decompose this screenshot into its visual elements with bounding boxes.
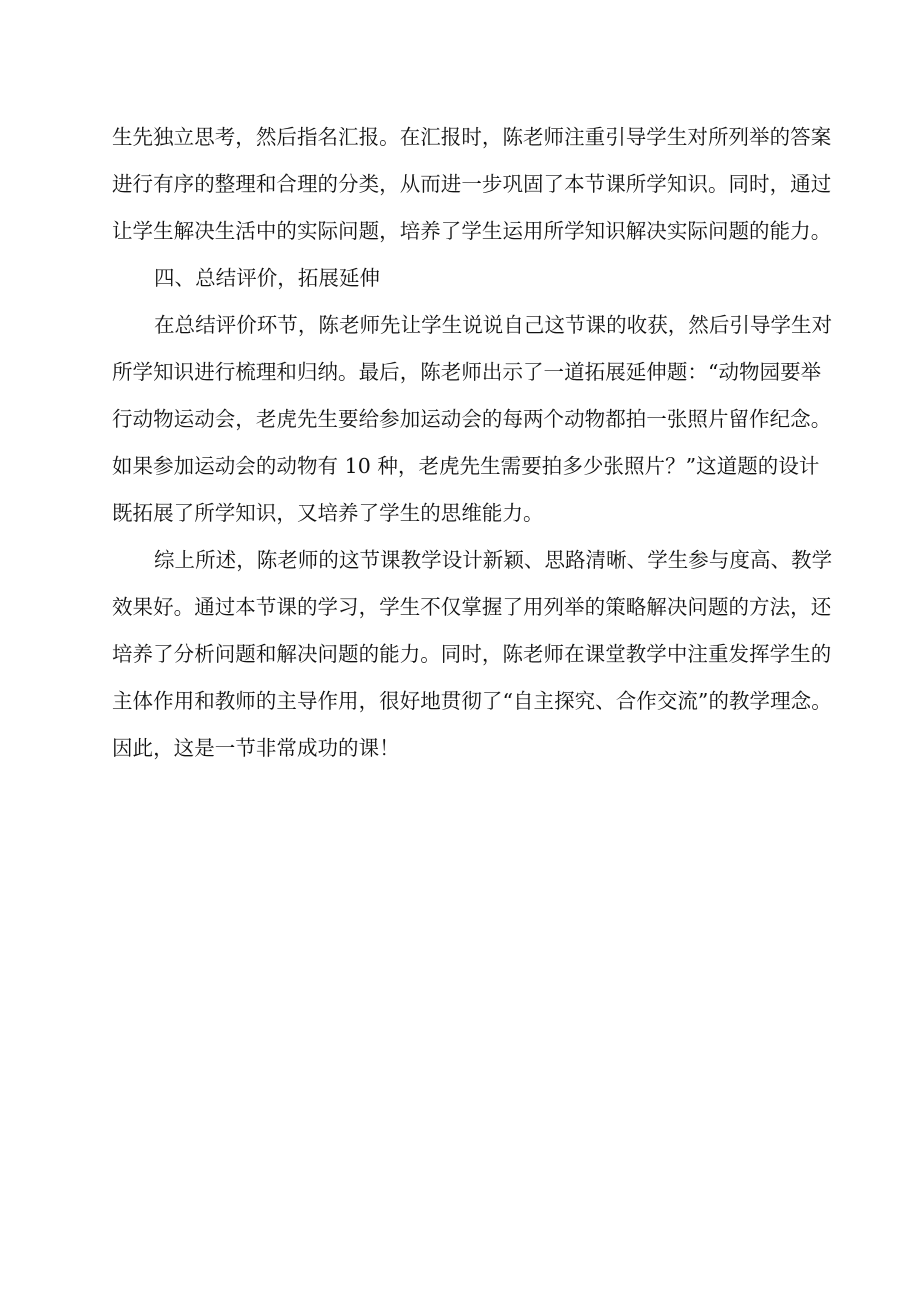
text-line: 行动物运动会，老虎先生要给参加运动会的每两个动物都拍一张照片留作纪念。 xyxy=(112,407,832,431)
text-line: 因此，这是一节非常成功的课！ xyxy=(112,736,400,760)
text-line: 如果参加运动会的动物有 10 种，老虎先生需要拍多少张照片？”这道题的设计 xyxy=(112,454,820,478)
document-body xyxy=(112,114,833,772)
text-line: 生先独立思考，然后指名汇报。在汇报时，陈老师注重引导学生对所列举的答案 xyxy=(112,125,832,149)
text-line: 既拓展了所学知识，又培养了学生的思维能力。 xyxy=(112,501,544,525)
paragraph-continued xyxy=(112,114,832,255)
text-line: 综上所述，陈老师的这节课教学设计新颖、思路清晰、学生参与度高、教学 xyxy=(154,548,833,572)
text-line: 进行有序的整理和合理的分类，从而进一步巩固了本节课所学知识。同时，通过 xyxy=(112,172,832,196)
text-line: 所学知识进行梳理和归纳。最后，陈老师出示了一道拓展延伸题：“动物园要举 xyxy=(112,360,822,384)
text-line: 效果好。通过本节课的学习，学生不仅掌握了用列举的策略解决问题的方法，还 xyxy=(112,595,832,619)
text-line: 培养了分析问题和解决问题的能力。同时，陈老师在课堂教学中注重发挥学生的 xyxy=(112,642,832,666)
text-line: 在总结评价环节，陈老师先让学生说说自己这节课的收获，然后引导学生对 xyxy=(154,313,833,337)
paragraph-summary xyxy=(112,302,833,537)
text-line: 主体作用和教师的主导作用，很好地贯彻了“自主探究、合作交流”的教学理念。 xyxy=(112,689,832,713)
text-line: 让学生解决生活中的实际问题，培养了学生运用所学知识解决实际问题的能力。 xyxy=(112,219,832,243)
section-heading: 四、总结评价，拓展延伸 xyxy=(154,266,381,290)
paragraph-conclusion xyxy=(112,537,833,772)
